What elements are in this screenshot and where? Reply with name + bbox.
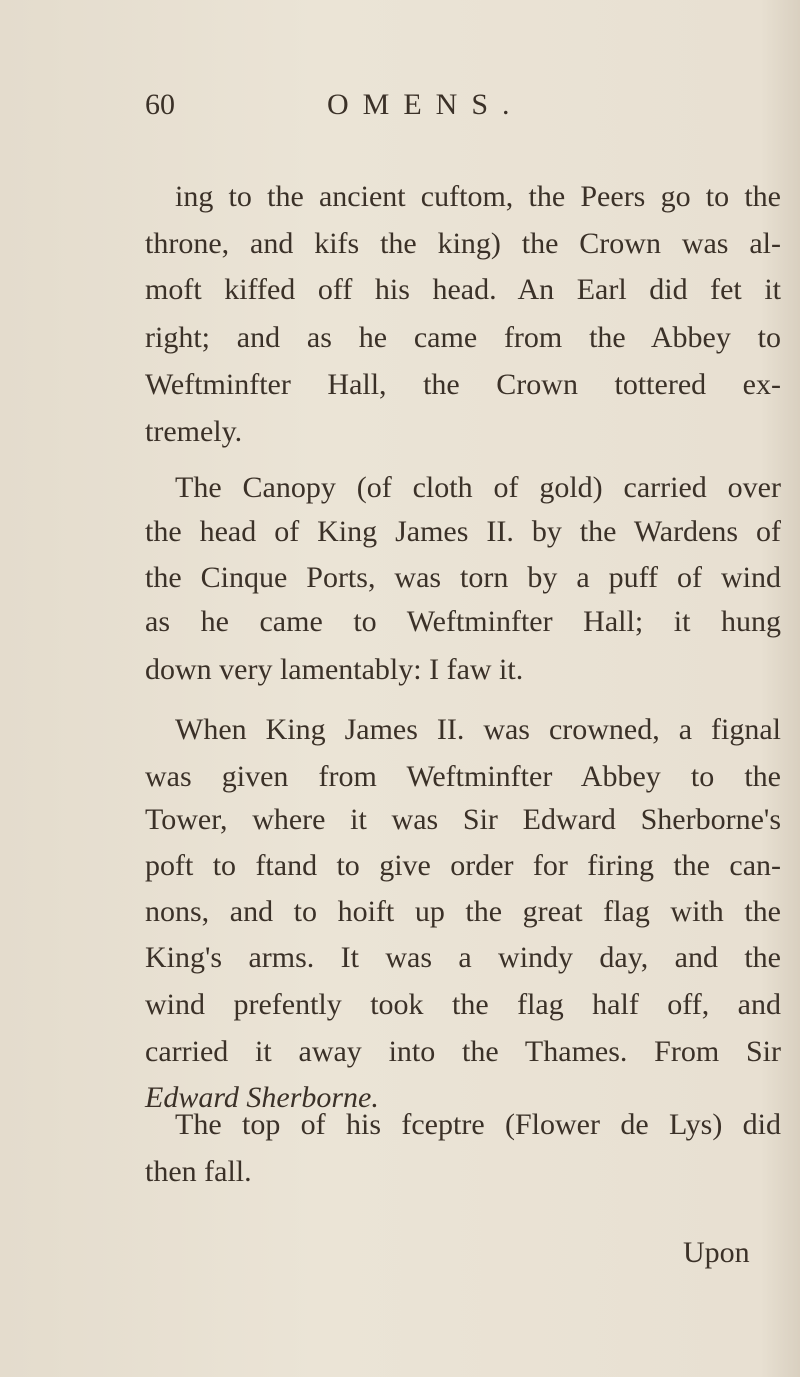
text-line: nons, and to hoift up the great flag with the xyxy=(145,895,781,928)
text-line: wind prefently took the flag half off, and xyxy=(145,988,781,1021)
catchword: Upon xyxy=(683,1236,750,1269)
text-line: then fall. xyxy=(145,1155,252,1188)
text-line: throne, and kifs the king) the Crown was al- xyxy=(145,227,781,260)
text-line: carried it away into the Thames. From Sir xyxy=(145,1035,781,1068)
text-line: The top of his fceptre (Flower de Lys) did xyxy=(175,1108,781,1141)
text-line: King's arms. It was a windy day, and the xyxy=(145,941,781,974)
text-line: the head of King James II. by the Wardens of xyxy=(145,515,781,548)
text-line: Tower, where it was Sir Edward Sherborne's xyxy=(145,803,781,836)
text-line: the Cinque Ports, was torn by a puff of wind xyxy=(145,561,781,594)
text-line: down very lamentably: I faw it. xyxy=(145,653,524,686)
text-line: poft to ftand to give order for firing the can- xyxy=(145,849,781,882)
text-line: tremely. xyxy=(145,415,243,448)
text-line: When King James II. was crowned, a fignal xyxy=(175,713,781,746)
running-title: OMENS. xyxy=(327,88,524,121)
text-line: The Canopy (of cloth of gold) carried over xyxy=(175,471,781,504)
text-line: Weftminfter Hall, the Crown tottered ex- xyxy=(145,368,781,401)
text-line: was given from Weftminfter Abbey to the xyxy=(145,760,781,793)
text-line: Edward Sherborne. xyxy=(145,1081,379,1114)
text-line: as he came to Weftminfter Hall; it hung xyxy=(145,605,781,638)
page-number: 60 xyxy=(145,88,175,121)
page-header xyxy=(145,88,585,128)
text-line: moft kiffed off his head. An Earl did fet it xyxy=(145,273,781,306)
text-line: right; and as he came from the Abbey to xyxy=(145,321,781,354)
text-line: ing to the ancient cuftom, the Peers go to the xyxy=(175,180,781,213)
